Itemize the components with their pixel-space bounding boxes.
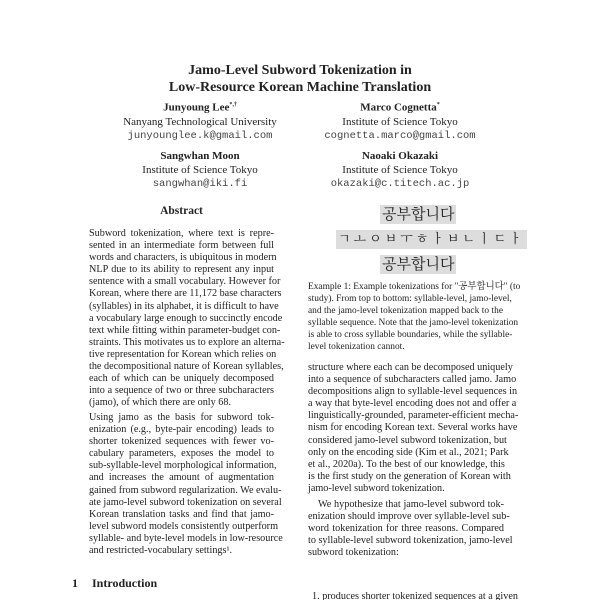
author-name: Marco Cognetta (360, 101, 437, 114)
title-line: Low-Resource Korean Machine Translation (168, 80, 432, 95)
text-line: ate jamo-level subword tokenization on several (89, 496, 282, 508)
text-line: jamo-level subword tokenization. (308, 482, 445, 494)
text-line: (syllables) in its alphabet, it is difficult to have (89, 300, 279, 312)
example-mapped-tokens: 공부합니다 (382, 255, 455, 273)
text-line: the decompositional nature of Korean syllables, (89, 361, 284, 373)
text-line: sentence with a small vocabulary. However for (89, 276, 281, 288)
text-line: a way that byte-level encoding does not and offer a (308, 398, 517, 410)
text-line: syllable sequence. Note that the jamo-level tokenization (308, 318, 519, 329)
text-line: level subword models consistently outperform (89, 520, 279, 532)
author-affiliation: Institute of Science Tokyo (342, 115, 458, 128)
text-line: text while fitting within parameter-budget con- (89, 324, 281, 336)
text-line: gained from subword regularization. We evalu- (89, 484, 282, 496)
text-line: to syllable-level subword tokenization, jamo-level (308, 535, 513, 547)
text-line: into a sequence of two or three subcharacters (89, 385, 274, 397)
text-line: NLP due to its ability to represent any input (89, 264, 274, 276)
text-line: tive representation for Korean which relies on (89, 348, 277, 360)
author-block (300, 149, 500, 191)
text-line: structure where each can be decomposed uniquely (308, 362, 513, 373)
text-line: sented in an intermediate form between full (89, 240, 274, 252)
text-line: is able to cross syllable boundaries, while the syllable- (308, 330, 513, 341)
text-line: enization (e.g., byte-pair encoding) leads to (89, 424, 274, 436)
example-jamo-tokens: ㄱㅗㅇㅂㅜㅎㅏㅂㄴㅣㄷㅏ (338, 232, 525, 247)
text-line: considered jamo-level subword tokenization, but (308, 434, 507, 446)
list-item (308, 591, 518, 600)
abstract-paragraph-1 (89, 228, 285, 409)
text-line: only on the encoding side (Kim et al., 2021; Park (308, 446, 509, 458)
section-title: Introduction (92, 576, 158, 590)
author-block (100, 149, 300, 191)
text-line: sub-syllable-level morphological information, (89, 460, 277, 472)
author-email: junyounglee.k@gmail.com (127, 129, 273, 142)
text-line: into a sequence of subcharacters called jamo. Jamo (308, 374, 517, 386)
text-line: Using jamo as the basis for subword tok- (89, 412, 274, 423)
text-line: cabulary parameters, exposes the model to (89, 448, 274, 460)
text-line: words and characters, is ubiquitous in modern (89, 252, 277, 264)
text-line: study). From top to bottom: syllable-level, jamo-level, (308, 294, 512, 305)
author-email: cognetta.marco@gmail.com (324, 129, 476, 142)
text-line: enization should improve over syllable-level sub- (308, 511, 510, 523)
author-name: Sangwhan Moon (160, 150, 240, 162)
author-affiliation: Nanyang Technological University (123, 115, 277, 128)
section-heading (72, 576, 157, 591)
author-email: sangwhan@iki.fi (152, 178, 248, 190)
author-block (100, 98, 300, 143)
author-marks: *,† (229, 102, 237, 108)
example-caption (308, 281, 521, 354)
author-name: Naoaki Okazaki (361, 150, 439, 162)
author-marks: * (436, 102, 440, 108)
text-line: syllable- and byte-level models in low-resource (89, 532, 283, 544)
author-affiliation: Institute of Science Tokyo (142, 164, 258, 176)
intro-paragraph-1 (308, 362, 519, 495)
author-affiliation: Institute of Science Tokyo (342, 164, 458, 176)
abstract-paragraph-2 (89, 412, 283, 557)
text-line: Korean translation tasks and find that jamo- (89, 508, 274, 520)
author-block (300, 98, 500, 143)
author-name: Junyoung Lee (163, 101, 230, 114)
text-line: linguistically-grounded, parameter-efficient mecha- (308, 410, 519, 422)
text-line: 1. produces shorter tokenized sequences at a given (312, 591, 518, 600)
text-line: a vocabulary large enough to succinctly encode (89, 312, 283, 324)
section-number: 1 (72, 576, 78, 590)
example-syllable-tokens: 공부합니다 (382, 205, 455, 223)
text-line: each of which can be uniquely decomposed (89, 373, 274, 385)
text-line: (jamo), of which there are only 68. (89, 397, 232, 409)
text-line: straints. This motivates us to explore an alterna- (89, 336, 285, 348)
text-line: word tokenization for three reasons. Compared (308, 523, 504, 535)
text-line: and the jamo-level tokenization mapped back to the (308, 306, 503, 317)
text-line: decompositions align to syllable-level sequences in (308, 386, 518, 398)
text-line: Korean, where there are 11,172 base characters (89, 288, 282, 300)
text-line: Subword tokenization, where text is repre- (89, 228, 274, 239)
text-line: is the first study on the generation of Korean with (308, 470, 511, 482)
text-line: level tokenization cannot. (308, 342, 405, 353)
text-line: subword tokenization: (308, 547, 399, 559)
paper-title (0, 62, 600, 96)
text-line: Example 1: Example tokenizations for "공부합니다" (to (308, 282, 521, 292)
text-line: We hypothesize that jamo-level subword tok- (318, 499, 504, 510)
text-line: nism for encoding Korean text. Several works have (308, 422, 518, 434)
author-email: okazaki@c.titech.ac.jp (330, 178, 470, 190)
title-line: Jamo-Level Subword Tokenization in (188, 63, 412, 78)
text-line: et al., 2020a). To the best of our knowledge, this (308, 458, 505, 470)
text-line: shorter tokenized sequences with fewer vo- (89, 436, 274, 448)
text-line: and increases the amount of augmentation (89, 472, 274, 484)
text-line: and restricted-vocabulary settings¹. (89, 545, 233, 557)
abstract-heading: Abstract (160, 205, 203, 217)
intro-paragraph-2 (308, 499, 513, 559)
